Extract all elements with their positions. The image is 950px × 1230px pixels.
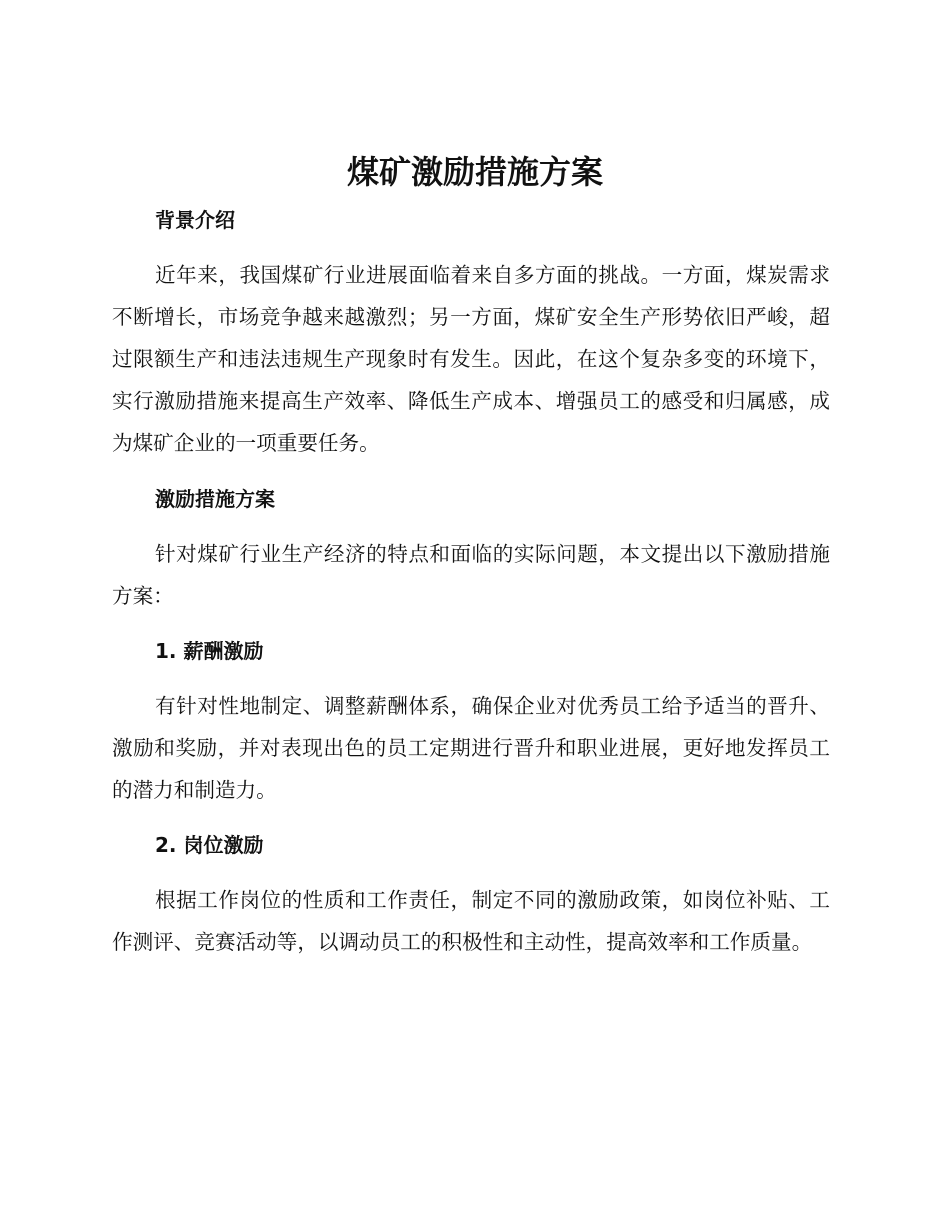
section-heading-incentive-plan: 激励措施方案 bbox=[155, 487, 275, 511]
paragraph-incentive-plan: 针对煤矿行业生产经济的特点和面临的实际问题，本文提出以下激励措施方案： bbox=[112, 542, 830, 608]
paragraph-position-incentive: 根据工作岗位的性质和工作责任，制定不同的激励政策，如岗位补贴、工作测评、竞赛活动等，以调动员工的积极性和主动性，提高效率和工作质量。 bbox=[112, 888, 830, 954]
section-heading-position-incentive: 2. 岗位激励 bbox=[155, 833, 264, 857]
document-title: 煤矿激励措施方案 bbox=[346, 153, 603, 191]
paragraph-salary-incentive: 有针对性地制定、调整薪酬体系，确保企业对优秀员工给予适当的晋升、激励和奖励，并对表现出色的员工定期进行晋升和职业进展，更好地发挥员工的潜力和制造力。 bbox=[112, 694, 830, 802]
section-heading-background: 背景介绍 bbox=[155, 208, 235, 232]
section-heading-salary-incentive: 1. 薪酬激励 bbox=[155, 639, 264, 663]
paragraph-background: 近年来，我国煤矿行业进展面临着来自多方面的挑战。一方面，煤炭需求不断增长，市场竞争越来越激烈；另一方面，煤矿安全生产形势依旧严峻，超过限额生产和违法违规生产现象时有发生。因此，在这个复杂多变的环境下，实行激励措施来提高生产效率、降低生产成本、增强员工的感受和归属感，成为煤矿企业的一项重要任务。 bbox=[112, 263, 830, 455]
